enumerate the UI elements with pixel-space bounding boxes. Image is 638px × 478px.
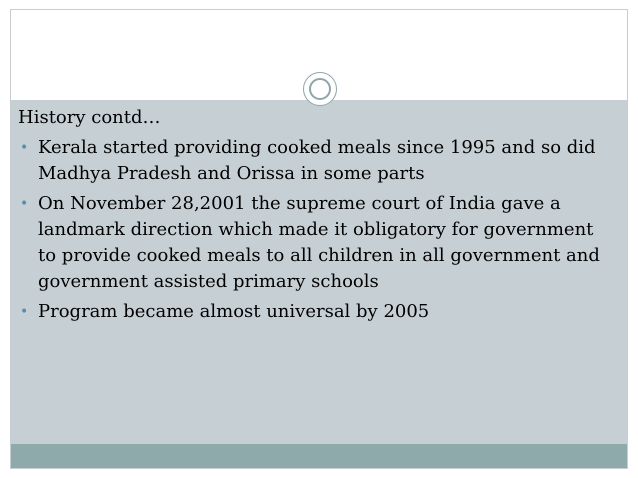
bullet-text: On November 28,2001 the supreme court of India gave a landmark direction which made it obligatory for government to provide cooked meals to all children in all government and government assisted primary schools [38, 193, 600, 292]
circle-ornament-inner-ring [309, 78, 331, 100]
bullet-icon: • [20, 304, 29, 320]
bullet-item [18, 191, 608, 295]
circle-ornament-icon [303, 72, 337, 106]
slide-footer-band [11, 444, 627, 469]
bullet-item [18, 135, 608, 187]
bullet-icon: • [20, 196, 29, 212]
bullet-text: Kerala started providing cooked meals since 1995 and so did Madhya Pradesh and Orissa in some parts [38, 137, 596, 184]
bullet-item [18, 299, 608, 325]
bullet-icon: • [20, 140, 29, 156]
bullet-text: Program became almost universal by 2005 [38, 301, 430, 322]
bullet-list [18, 135, 608, 325]
slide-content [18, 105, 608, 329]
content-heading: History contd… [18, 107, 161, 128]
